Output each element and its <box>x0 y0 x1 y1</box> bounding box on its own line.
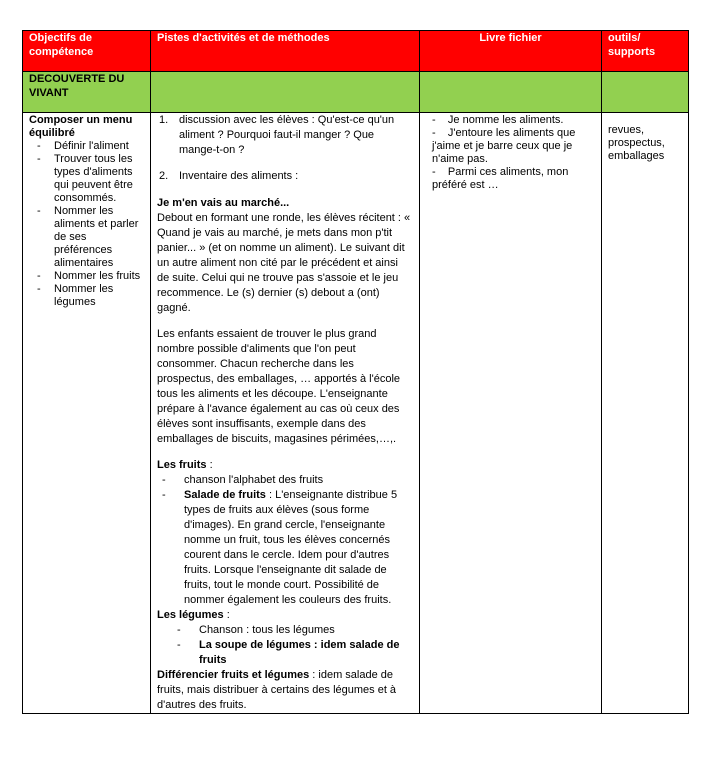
lesson-table <box>22 30 689 714</box>
objective-title: Composer un menu équilibré <box>29 114 133 139</box>
game-title: Je m'en vais au marché... <box>157 197 290 209</box>
section-empty-cell <box>151 72 420 113</box>
objectives-cell <box>23 113 151 714</box>
supports-text: revues, prospectus, emballages <box>608 124 665 162</box>
workbook-item: - Je nomme les aliments. <box>432 114 564 126</box>
activities-cell <box>151 113 420 714</box>
list-item: - Nommer les légumes <box>37 283 114 308</box>
supports-cell <box>602 113 689 714</box>
header-supports: outils/ supports <box>602 31 689 72</box>
section-empty-cell <box>602 72 689 113</box>
list-item: - Nommer les aliments et parler de ses préférences alimentaires <box>37 205 139 269</box>
workbook-item: - J'entoure les aliments que j'aime et je barre ceux que je n'aime pas. <box>432 127 576 165</box>
section-title: DECOUVERTE DU VIVANT <box>23 72 151 113</box>
header-activities: Pistes d'activités et de méthodes <box>151 31 420 72</box>
list-item: - Nommer les fruits <box>37 270 141 282</box>
step-2: 2. Inventaire des aliments : <box>159 170 299 182</box>
section-row <box>23 72 689 113</box>
section-empty-cell <box>420 72 602 113</box>
game-text: Debout en formant une ronde, les élèves récitent : « Quand je vais au marché, je mets dans mon p'tit panier... » (et on nomme un aliment). Le suivant dit un autre aliment non cité par le précédent et ainsi de suite. Celui qui ne trouve pas s'assoie et le jeu recommence. Le (s) dernier (s) debout a (ont) gagné. <box>157 212 411 314</box>
veg-item-soup: - La soupe de légumes : idem salade de fruits <box>177 639 400 666</box>
list-item: - Définir l'aliment <box>37 140 129 152</box>
veg-item-song: - Chanson : tous les légumes <box>177 624 335 636</box>
step-1: 1. discussion avec les élèves : Qu'est-ce qu'un aliment ? Pourquoi faut-il manger ? Que mange-t-on ? <box>159 114 395 156</box>
workbook-cell <box>420 113 602 714</box>
fruits-heading: Les fruits : <box>157 459 213 471</box>
fruit-item-song: - chanson l'alphabet des fruits <box>162 474 324 486</box>
header-workbook: Livre fichier <box>420 31 602 72</box>
workbook-item: - Parmi ces aliments, mon préféré est … <box>432 166 569 191</box>
objective-list <box>29 140 144 309</box>
search-paragraph: Les enfants essaient de trouver le plus grand nombre possible d'aliments que l'on peut consommer. Chacun recherche dans les prospectus, des emballages, … apportés à l'école tous les aliments et les découpe. L'enseignante prépare à l'avance également au cas où ceux des élèves sont insuffisants, exemple dans des emballages de biscuits, magasines périmées,…,. <box>157 328 401 445</box>
content-row <box>23 113 689 714</box>
vegetables-heading: Les légumes : <box>157 609 230 621</box>
differentiate-paragraph: Différencier fruits et légumes : idem salade de fruits, mais distribuer à certains des légumes et à d'autres des fruits. <box>157 669 397 711</box>
header-objectives: Objectifs de compétence <box>23 31 151 72</box>
header-row <box>23 31 689 72</box>
fruit-item-salad: - Salade de fruits : L'enseignante distribue 5 types de fruits aux élèves (sous forme d'images). En grand cercle, l'enseignante nomme un fruit, tous les élèves concernés courent dans le cercle. Idem pour d'autres fruits. Lorsque l'enseignante dit salade de fruits, tout le monde court. Possibilité de nommer également les couleurs des fruits. <box>162 489 398 606</box>
list-item: - Trouver tous les types d'aliments qui peuvent être consommés. <box>37 153 133 204</box>
